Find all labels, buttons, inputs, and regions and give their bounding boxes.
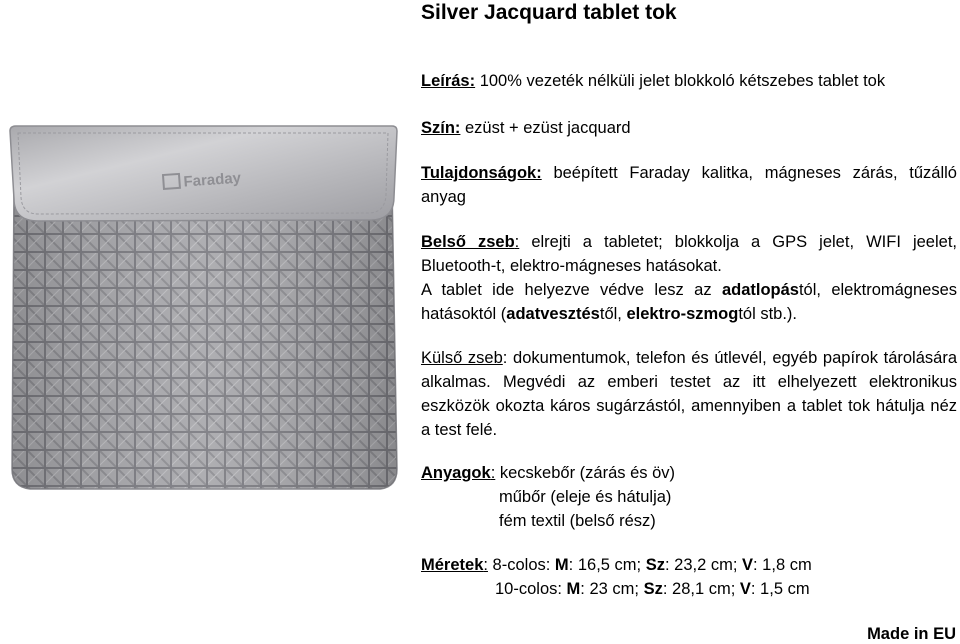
- properties-label: Tulajdonságok:: [421, 164, 542, 182]
- inner-pocket-text-2b: tól, elektromágneses hatásoktól (: [421, 281, 957, 323]
- sizes-row-2-v-value: : 1,5 cm: [750, 580, 810, 598]
- materials-line-1: kecskebőr (zárás és öv): [495, 464, 676, 482]
- inner-pocket-colon: :: [514, 233, 520, 251]
- sizes-row-2-prefix: 10-colos:: [495, 580, 567, 598]
- sizes-row-1-m-value: : 16,5 cm;: [568, 556, 646, 574]
- color: [421, 116, 957, 140]
- description-text: 100% vezeték nélküli jelet blokkoló kétszebes tablet tok: [475, 72, 886, 90]
- color-text: ezüst + ezüst jacquard: [460, 119, 631, 137]
- page-title: Silver Jacquard tablet tok: [421, 1, 677, 24]
- sizes-row-2-m-value: : 23 cm;: [580, 580, 644, 598]
- description: [421, 69, 957, 93]
- sizes-row-2-sz-label: Sz: [643, 580, 663, 598]
- sizes: [421, 553, 957, 601]
- materials-colon: :: [490, 464, 496, 482]
- materials-line-3: fém textil (belső rész): [499, 512, 656, 530]
- outer-pocket-label: Külső zseb: [421, 349, 503, 367]
- inner-pocket-label: Belső zseb: [421, 233, 515, 251]
- materials: [421, 461, 957, 533]
- color-label: Szín:: [421, 119, 461, 137]
- outer-pocket-text: : dokumentumok, telefon és útlevél, egyéb papírok tárolására alkalmas. Megvédi az emberi testet az itt elhelyezett elektronikus eszközök okozta káros sugárzástól, amennyiben a tablet tok hátulja néz a test felé.: [421, 349, 957, 439]
- inner-pocket-bold-1: adatlopás: [721, 281, 799, 299]
- sizes-row-1-m-label: M: [554, 556, 569, 574]
- inner-pocket-text-2a: A tablet ide helyezve védve lesz az: [421, 281, 722, 299]
- materials-line-2: műbőr (eleje és hátulja): [499, 488, 672, 506]
- inner-pocket-text-2c: től,: [599, 305, 627, 323]
- sizes-row-1-v-value: : 1,8 cm: [753, 556, 812, 574]
- description-label: Leírás:: [421, 72, 476, 90]
- inner-pocket-bold-3: elektro-szmog: [626, 305, 739, 323]
- outer-pocket: [421, 346, 957, 442]
- properties: [421, 161, 957, 209]
- made-in-label: Made in EU: [867, 625, 956, 643]
- sizes-row-1-prefix: 8-colos:: [487, 556, 555, 574]
- sizes-row-2-m-label: M: [566, 580, 581, 598]
- sizes-row-2-v-label: V: [739, 580, 751, 598]
- sizes-row-1-v-label: V: [742, 556, 754, 574]
- sizes-label: Méretek: [421, 556, 484, 574]
- inner-pocket-text-2d: tól stb.).: [738, 305, 798, 323]
- sizes-row-1-sz-label: Sz: [645, 556, 665, 574]
- sizes-row-1-sz-value: : 23,2 cm;: [664, 556, 742, 574]
- svg-text:Faraday: Faraday: [182, 169, 242, 191]
- inner-pocket-bold-2: adatvesztés: [506, 305, 600, 323]
- inner-pocket: [421, 230, 957, 326]
- sizes-row-2-sz-value: : 28,1 cm;: [662, 580, 740, 598]
- product-photo: [8, 125, 400, 491]
- materials-label: Anyagok: [421, 464, 491, 482]
- sizes-colon: :: [483, 556, 488, 574]
- inner-pocket-text: elrejti a tabletet; blokkolja a GPS jelet, WIFI jeelet, Bluetooth-t, elektro-mágneses hatásokat.: [421, 233, 957, 275]
- properties-text: beépített Faraday kalitka, mágneses zárás, tűzálló anyag: [421, 164, 957, 206]
